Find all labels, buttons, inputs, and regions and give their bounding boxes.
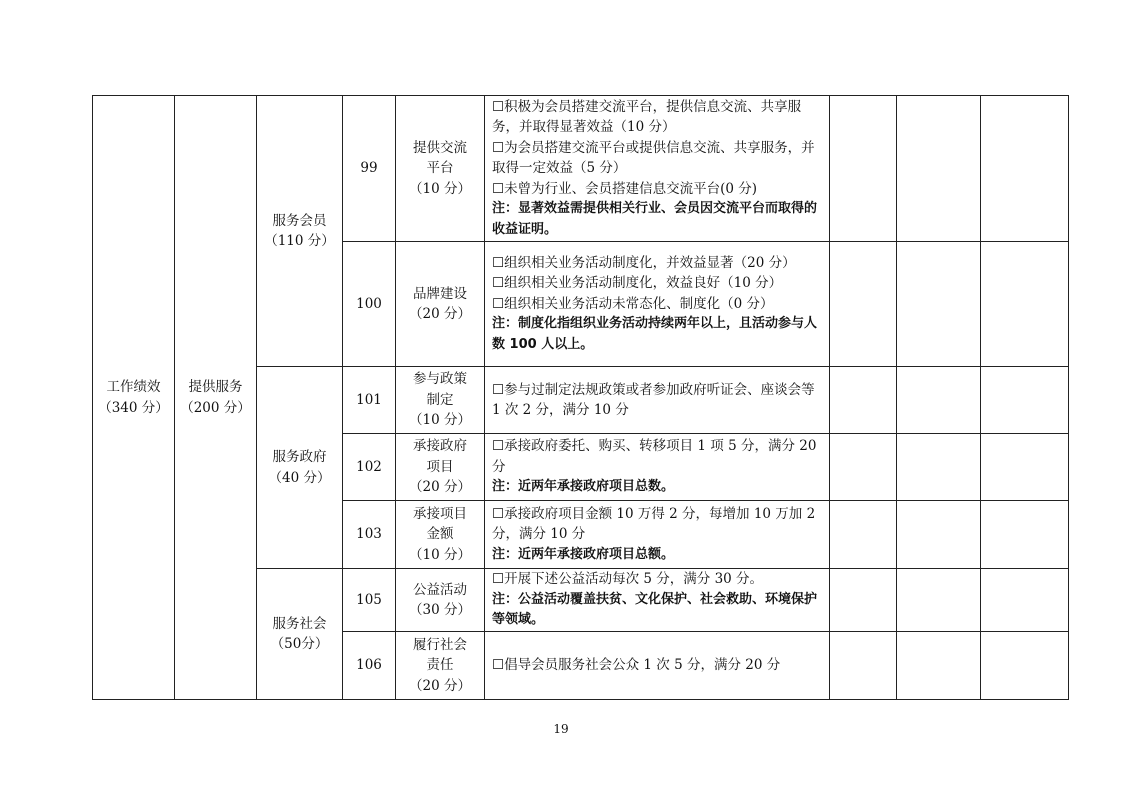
level1-name: 工作绩效 [106,379,161,395]
empty-cell [830,501,897,569]
item-name-line: （10 分） [409,180,471,197]
group-cell [257,96,343,367]
item-name-line: 承接政府 [413,438,467,455]
empty-cell [981,96,1069,242]
criteria-option: ☐组织相关业务活动制度化，并效益显著（20 分） [492,254,796,271]
item-name-cell [396,242,485,367]
item-name-line: （20 分） [409,306,471,322]
empty-cell [830,96,897,242]
criteria-cell [485,242,830,367]
empty-cell [981,367,1069,434]
criteria-option: ☐开展下述公益活动每次 5 分，满分 30 分。 [492,571,764,588]
criteria-cell [485,96,830,242]
criteria-option: ☐承接政府委托、购买、转移项目 1 项 5 分，满分 20 分 [492,438,817,475]
item-number: 99 [343,96,396,242]
item-name-line: 履行社会 [413,636,467,653]
criteria-cell [485,434,830,501]
item-name-line: （20 分） [409,479,471,496]
empty-cell [897,501,981,569]
item-name-cell [396,434,485,501]
item-name-cell [396,96,485,242]
item-number: 100 [343,242,396,367]
empty-cell [830,632,897,700]
criteria-option: ☐承接政府项目金额 10 万得 2 分，每增加 10 万加 2 分，满分 10 分 [492,505,816,543]
item-name-line: 提供交流 [413,139,467,156]
group-name: 服务社会 [272,615,327,632]
criteria-note: 注：近两年承接政府项目总额。 [492,546,675,562]
item-name-line: 公益活动 [413,581,467,598]
criteria-cell [485,569,830,632]
item-name-line: 承接项目 [413,505,467,522]
criteria-option: ☐参与过制定法规政策或者参加政府听证会、座谈会等 1 次 2 分，满分 10 分 [492,381,815,418]
level1-cell [93,96,175,700]
item-name-line: 平台 [426,160,454,177]
group-cell [257,569,343,700]
item-name-line: （30 分） [409,602,471,618]
empty-cell [981,501,1069,569]
item-name-line: （10 分） [409,546,471,563]
item-name-line: 制定 [426,391,454,408]
level2-points: （200 分） [180,399,251,416]
empty-cell [981,242,1069,367]
criteria-note: 注：近两年承接政府项目总数。 [492,479,675,495]
level1-points: （340 分） [98,399,169,416]
criteria-option: ☐积极为会员搭建交流平台，提供信息交流、共享服务，并取得显著效益（10 分） [492,98,802,136]
empty-cell [830,434,897,501]
empty-cell [830,569,897,632]
scoring-table [92,95,1069,700]
criteria-cell [485,367,830,434]
criteria-option: ☐组织相关业务活动制度化，效益良好（10 分） [492,275,783,292]
empty-cell [830,367,897,434]
criteria-note: 注：制度化指组织业务活动持续两年以上，且活动参与人数 100 人以上。 [492,316,818,352]
item-name-line: 金额 [426,526,454,543]
item-name-line: （20 分） [409,677,471,694]
item-name-cell [396,501,485,569]
empty-cell [897,632,981,700]
criteria-option: ☐组织相关业务活动未常态化、制度化（0 分） [492,295,774,312]
item-name-line: 项目 [426,458,454,475]
criteria-option: ☐倡导会员服务社会公众 1 次 5 分，满分 20 分 [492,657,781,674]
item-number: 103 [343,501,396,569]
item-name-line: 责任 [426,657,454,674]
table-row [93,96,1069,242]
empty-cell [897,569,981,632]
empty-cell [981,632,1069,700]
criteria-note: 注：显著效益需提供相关行业、会员因交流平台而取得的收益证明。 [492,201,818,237]
group-name: 服务政府 [272,449,327,465]
item-name-cell [396,632,485,700]
group-cell [257,367,343,569]
group-points: （50分） [270,636,329,652]
empty-cell [981,434,1069,501]
group-name: 服务会员 [272,212,327,229]
item-number: 102 [343,434,396,501]
item-name-line: 品牌建设 [413,285,467,302]
item-number: 105 [343,569,396,632]
criteria-cell [485,632,830,700]
criteria-cell [485,501,830,569]
empty-cell [897,242,981,367]
empty-cell [897,96,981,242]
group-points: （40 分） [268,469,331,486]
item-name-cell [396,569,485,632]
empty-cell [897,367,981,434]
empty-cell [981,569,1069,632]
item-name-line: 参与政策 [413,371,467,388]
criteria-option: ☐未曾为行业、会员搭建信息交流平台(0 分) [492,180,758,197]
item-number: 106 [343,632,396,700]
item-name-cell [396,367,485,434]
empty-cell [897,434,981,501]
criteria-option: ☐为会员搭建交流平台或提供信息交流、共享服务，并取得一定效益（5 分） [492,139,815,177]
empty-cell [830,242,897,367]
criteria-note: 注：公益活动覆盖扶贫、文化保护、社会救助、环境保护等领域。 [492,591,818,628]
item-number: 101 [343,367,396,434]
level2-cell [175,96,257,700]
page-number: 19 [553,722,569,736]
group-points: （110 分） [264,233,335,249]
item-name-line: （10 分） [409,412,471,429]
level2-name: 提供服务 [188,379,243,395]
